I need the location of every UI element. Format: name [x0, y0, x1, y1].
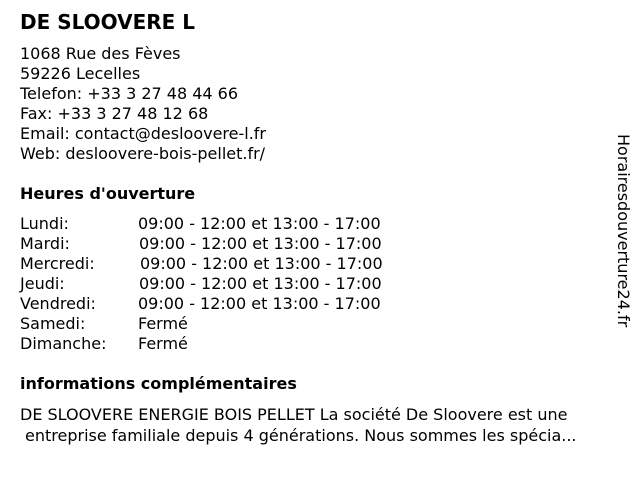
phone-number: Telefon: +33 3 27 48 44 66 — [20, 84, 239, 103]
city-postal: 59226 Lecelles — [20, 64, 141, 83]
info-line-2: entreprise familiale depuis 4 générations. Nous sommes les spécia... — [25, 426, 577, 445]
day-hours: Fermé — [138, 314, 188, 333]
hours-heading: Heures d'ouverture — [20, 184, 196, 203]
day-hours: 09:00 - 12:00 et 13:00 - 17:00 — [139, 274, 382, 293]
info-heading: informations complémentaires — [20, 374, 297, 393]
day-label: Mardi: — [20, 234, 70, 253]
day-label: Jeudi: — [20, 274, 65, 293]
contact-block — [20, 44, 266, 164]
street-address: 1068 Rue des Fèves — [20, 44, 181, 63]
fax-number: Fax: +33 3 27 48 12 68 — [20, 104, 209, 123]
day-hours: Fermé — [138, 334, 188, 353]
info-line-1: DE SLOOVERE ENERGIE BOIS PELLET La société De Sloovere est une — [20, 405, 568, 424]
business-name: DE SLOOVERE L — [20, 10, 196, 34]
day-hours: 09:00 - 12:00 et 13:00 - 17:00 — [138, 214, 381, 233]
day-label: Dimanche: — [20, 334, 107, 353]
day-label: Vendredi: — [20, 294, 96, 313]
day-label: Lundi: — [20, 214, 69, 233]
site-brand-vertical: Horairesdouverture24.fr — [614, 134, 633, 328]
day-label: Mercredi: — [20, 254, 95, 273]
day-hours: 09:00 - 12:00 et 13:00 - 17:00 — [139, 234, 382, 253]
day-hours: 09:00 - 12:00 et 13:00 - 17:00 — [140, 254, 383, 273]
info-description — [20, 404, 628, 446]
website: Web: desloovere-bois-pellet.fr/ — [20, 144, 266, 163]
day-label: Samedi: — [20, 314, 86, 333]
email-address: Email: contact@desloovere-l.fr — [20, 124, 266, 143]
day-hours: 09:00 - 12:00 et 13:00 - 17:00 — [138, 294, 381, 313]
